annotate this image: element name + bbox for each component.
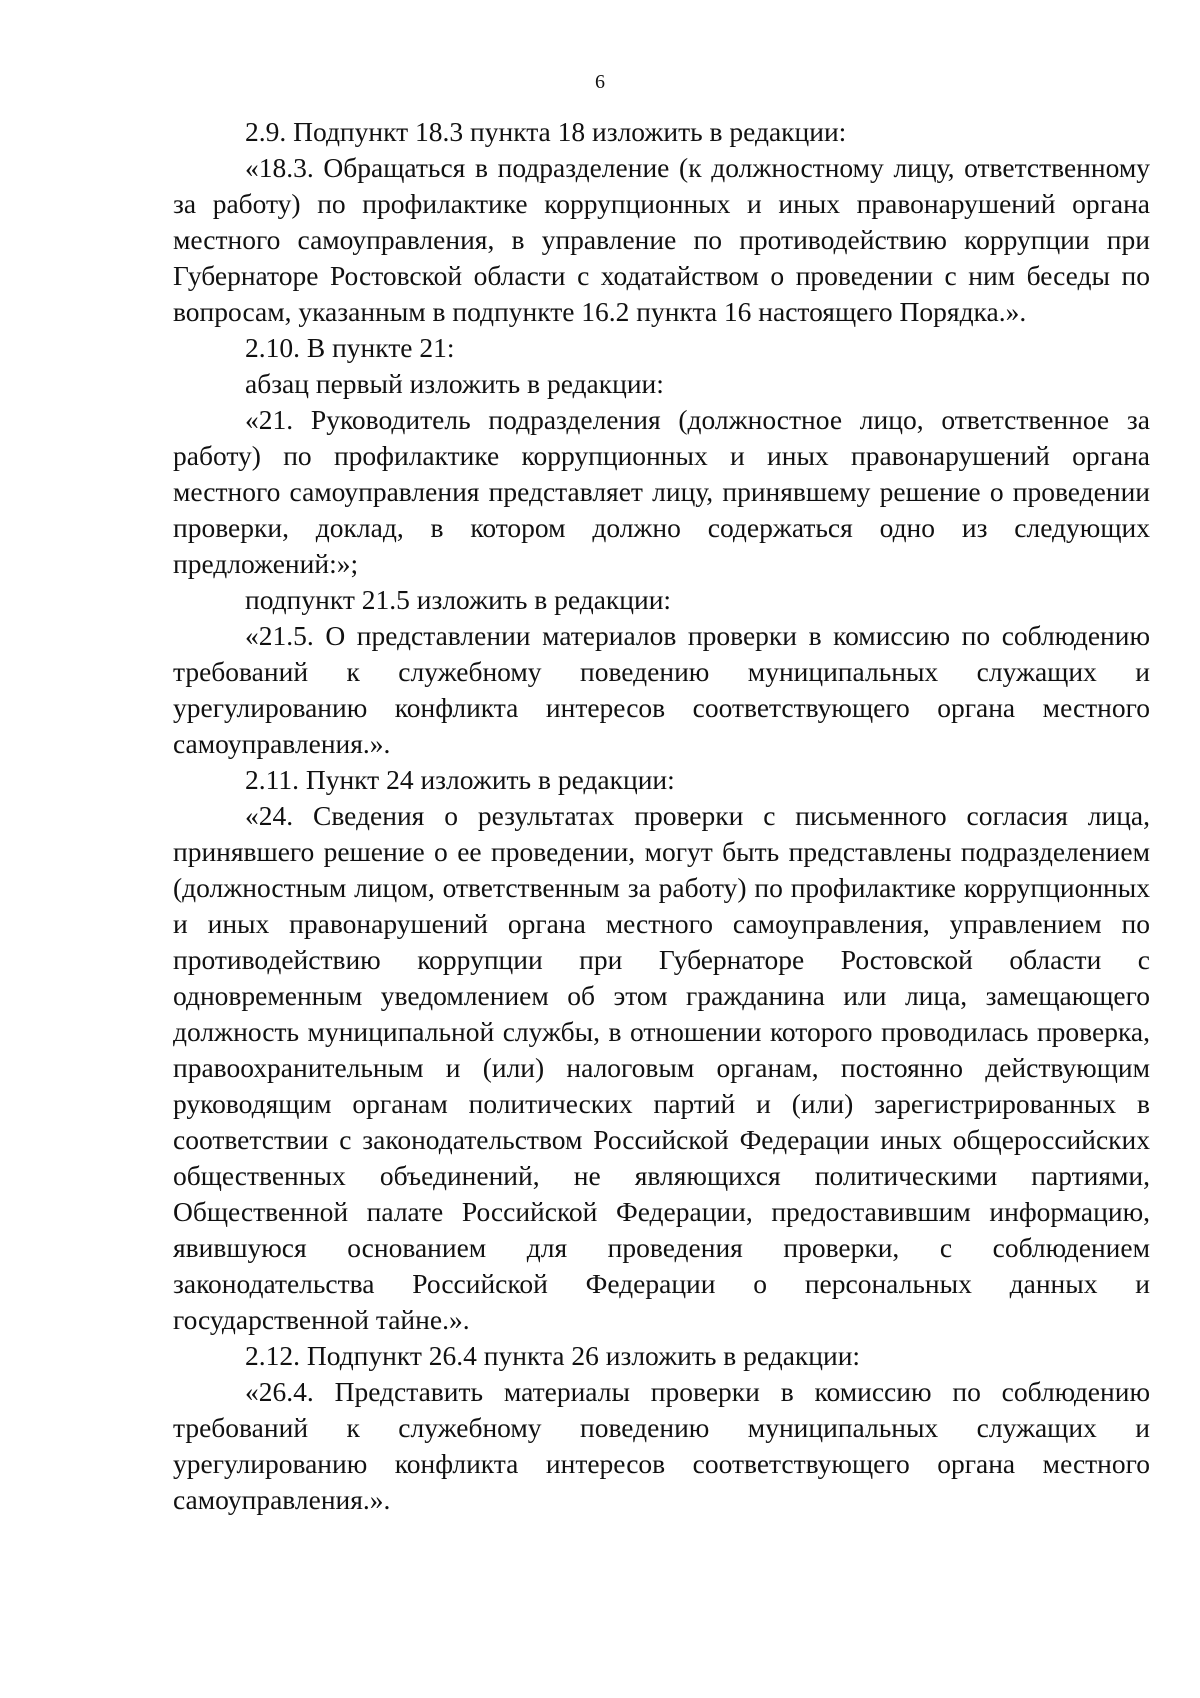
paragraph-21-5-heading: подпункт 21.5 изложить в редакции: <box>245 584 672 615</box>
paragraph-2-11-heading: 2.11. Пункт 24 изложить в редакции: <box>245 764 675 795</box>
paragraph-26-4-text: «26.4. Представить материалы проверки в комиссию по соблюдению требований к служебному поведению муниципальных служащих и урегулированию конфликта интересов соответствующего органа местного самоуправления.». <box>173 1376 1150 1515</box>
page-number: 6 <box>595 71 605 93</box>
paragraph-21-5-text: «21.5. О представлении материалов проверки в комиссию по соблюдению требований к служебному поведению муниципальных служащих и урегулированию конфликта интересов соответствующего органа местного самоуправления.». <box>173 620 1150 759</box>
paragraph-21-text: «21. Руководитель подразделения (должностное лицо, ответственное за работу) по профилактике коррупционных и иных правонарушений органа местного самоуправления представляет лицу, принявшему решение о проведении проверки, доклад, в котором должно содержаться одно из следующих предложений:»; <box>173 404 1150 579</box>
paragraph-2-9-heading: 2.9. Подпункт 18.3 пункта 18 изложить в редакции: <box>245 116 847 147</box>
paragraph-2-10-heading: 2.10. В пункте 21: <box>245 332 455 363</box>
paragraph-18-3-text: «18.3. Обращаться в подразделение (к должностному лицу, ответственному за работу) по профилактике коррупционных и иных правонарушений органа местного самоуправления, в управление по противодействию коррупции при Губернаторе Ростовской области с ходатайством о проведении с ним беседы по вопросам, указанным в подпункте 16.2 пункта 16 настоящего Порядка.». <box>173 152 1150 327</box>
paragraph-24-text: «24. Сведения о результатах проверки с письменного согласия лица, принявшего решение о ее проведении, могут быть представлены подразделением (должностным лицом, ответственным за работу) по профилактике коррупционных и иных правонарушений органа местного самоуправления, управлением по противодействию коррупции при Губернаторе Ростовской области с одновременным уведомлением об этом гражданина или лица, замещающего должность муниципальной службы, в отношении которого проводилась проверка, правоохранительным и (или) налоговым органам, постоянно действующим руководящим органам политических партий и (или) зарегистрированных в соответствии с законодательством Российской Федерации иных общероссийских общественных объединений, не являющихся политическими партиями, Общественной палате Российской Федерации, предоставившим информацию, явившуюся основанием для проведения проверки, с соблюдением законодательства Российской Федерации о персональных данных и государственной тайне.». <box>173 800 1150 1335</box>
paragraph-2-10-first-abzac: абзац первый изложить в редакции: <box>245 368 664 399</box>
document-body <box>173 114 1150 1518</box>
paragraph-2-12-heading: 2.12. Подпункт 26.4 пункта 26 изложить в редакции: <box>245 1340 861 1371</box>
